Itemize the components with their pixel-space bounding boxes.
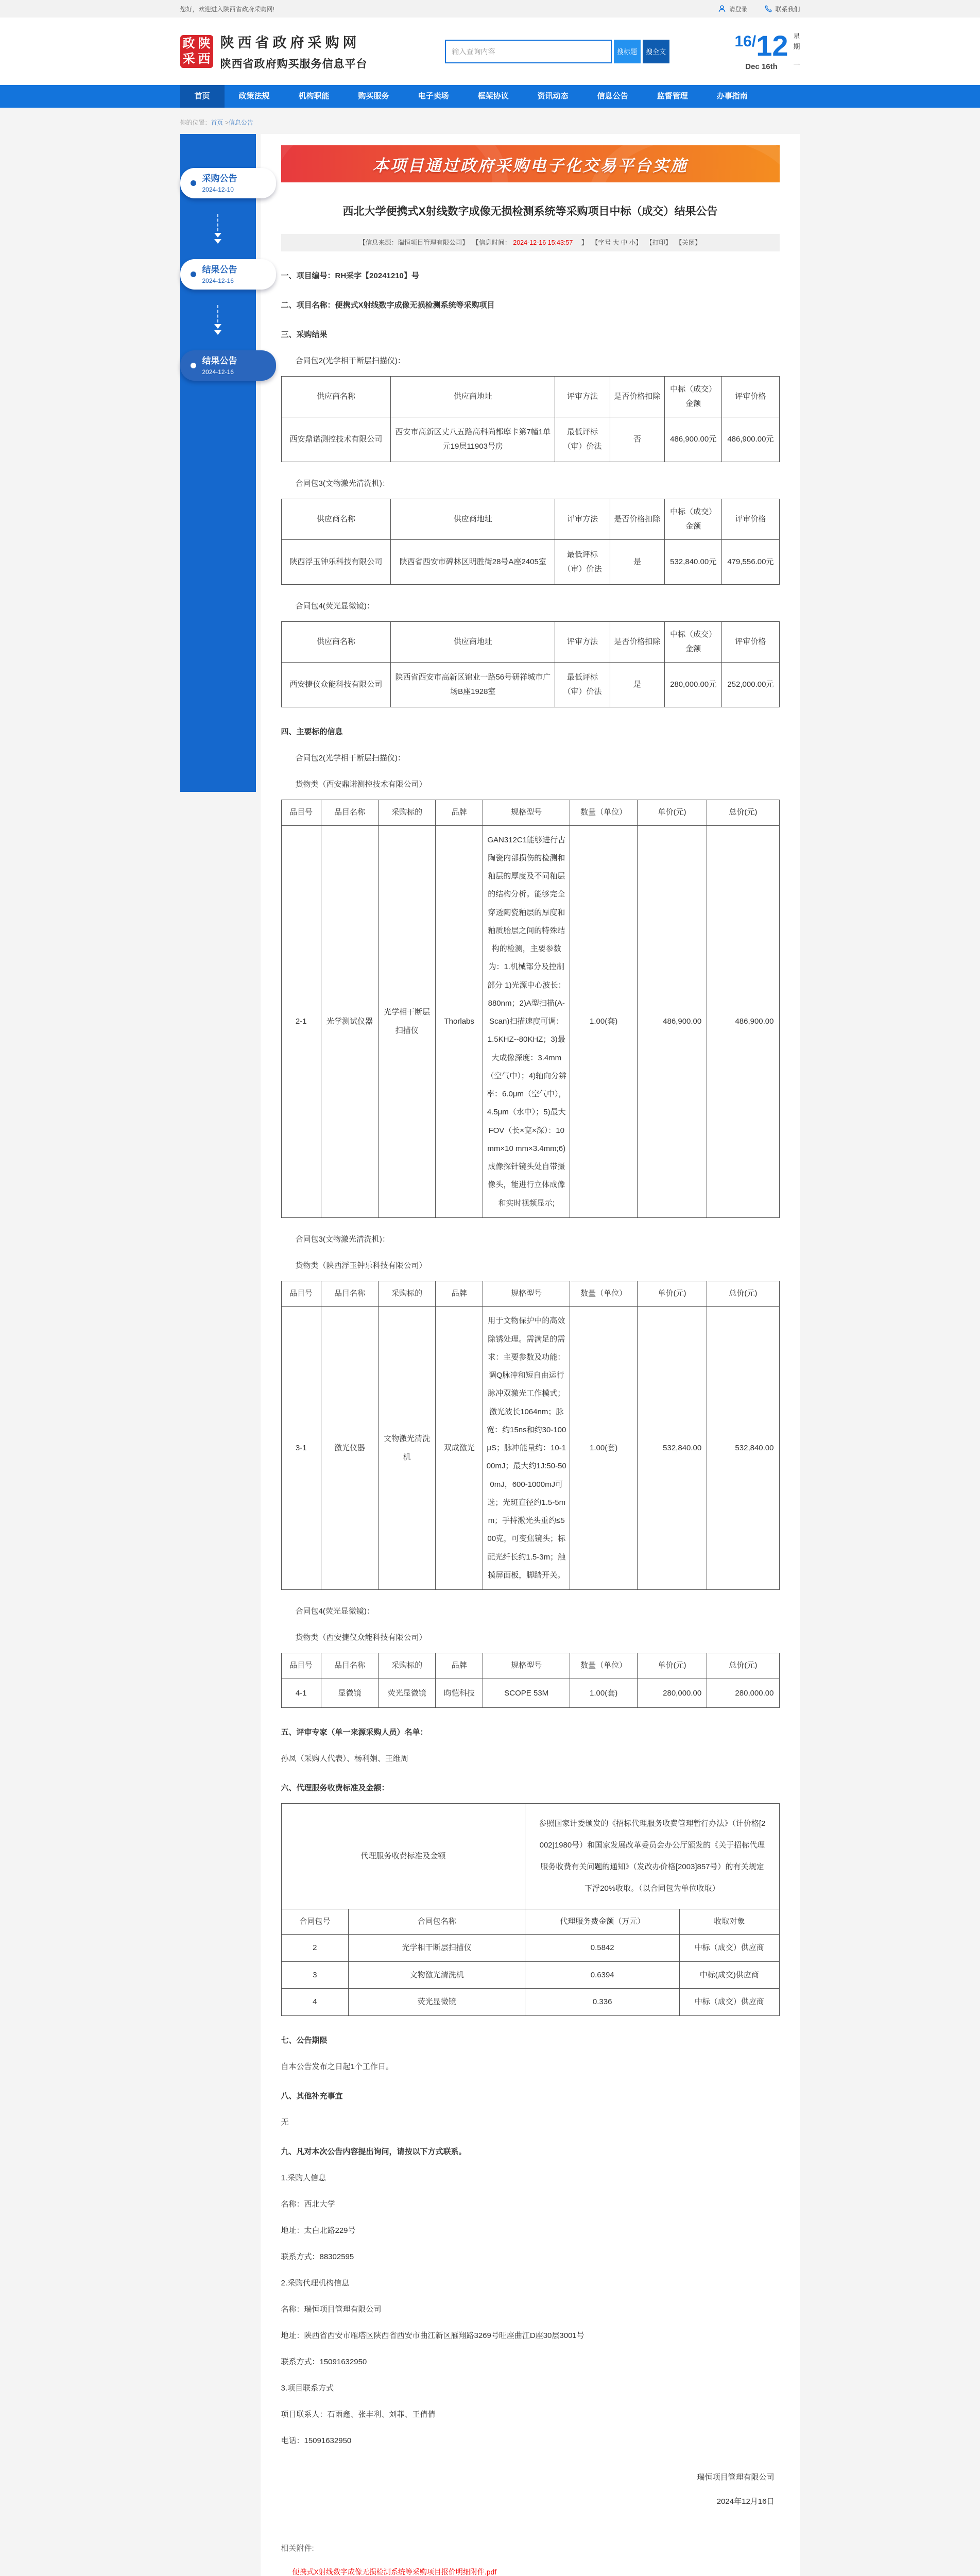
search-title-button[interactable]: 搜标题 <box>614 40 641 63</box>
search-input[interactable] <box>445 40 612 63</box>
font-size-control[interactable]: 【字号 大 中 小】 <box>591 239 642 246</box>
table-row <box>281 663 779 707</box>
unit-price: 532,840.00 <box>637 1307 707 1590</box>
supplier-name: 陕西浮玉钟乐科技有限公司 <box>281 540 391 585</box>
login-link[interactable] <box>718 5 747 13</box>
fee-amount: 0.6394 <box>525 1961 680 1989</box>
package-label: 合同包3(文物激光清洗机)： <box>295 1234 390 1244</box>
site-logo <box>180 35 213 68</box>
section-heading-3: 三、采购结果 <box>281 330 328 339</box>
meta-time-suffix: 】 <box>575 239 588 246</box>
procurement-target: 光学相干断层扫描仪 <box>379 825 436 1217</box>
logo-char: 政 <box>182 36 195 50</box>
package-category: 货物类（西安捷仪众能科技有限公司） <box>295 1633 427 1642</box>
spec-model: 用于文物保护中的高效除锈处理。需满足的需求：主要参数及功能：调Q脉冲和短自由运行脉冲双激光工作模式；激光波长1064nm；脉宽：约15ns和约30-100μS；脉冲能量约：10-100mJ；最大约1J:50-500mJ，600-1000mJ可选；光斑直径约1.5-5mm；手持激光头重约≤500克，可变焦镜头；标配光纤长约1.5-3m；触摸屏面板，脚踏开关。 <box>483 1307 570 1590</box>
fee-payer: 中标（成交）供应商 <box>680 1935 779 1962</box>
total-price: 486,900.00 <box>707 825 779 1217</box>
section-heading-5: 五、评审专家（单一来源采购人员）名单： <box>281 1727 428 1737</box>
search-box <box>445 40 669 63</box>
nav-item-emall[interactable]: 电子卖场 <box>418 92 449 100</box>
supplier-address: 西安市高新区丈八五路高科尚都摩卡第7幢1单元19层11903号房 <box>391 417 555 462</box>
review-method: 最低评标（审）价法 <box>555 540 610 585</box>
table-row <box>281 540 779 585</box>
site-subtitle: 陕西省政府购买服务信息平台 <box>220 58 368 70</box>
phone-icon <box>765 5 772 12</box>
review-method: 最低评标（审）价法 <box>555 663 610 707</box>
column-header: 评审方法 <box>555 622 610 663</box>
column-header: 评审价格 <box>722 622 779 663</box>
quantity: 1.00(套) <box>570 825 638 1217</box>
column-header: 品目号 <box>281 1281 321 1307</box>
breadcrumb <box>180 108 800 134</box>
spec-model: SCOPE 53M <box>483 1679 570 1707</box>
table-row <box>281 1679 779 1707</box>
article-meta-bar <box>281 234 780 251</box>
date-day-small: 16/ <box>734 33 757 50</box>
section-heading-6: 六、代理服务收费标准及金额： <box>281 1783 389 1792</box>
package-label: 合同包4(荧光显微镜)： <box>295 602 374 611</box>
top-bar <box>0 0 980 18</box>
banner-text: 本项目通过政府采购电子化交易平台实施 <box>372 156 688 175</box>
article-content <box>261 134 800 2576</box>
review-price: 479,556.00元 <box>722 540 779 585</box>
item-table-package4 <box>281 1653 780 1708</box>
supplier-address: 陕西省西安市碑林区明胜街28号A座2405室 <box>391 540 555 585</box>
package-no: 2 <box>281 1935 349 1962</box>
section-heading-7: 七、公告期限 <box>281 2036 328 2045</box>
table-row <box>281 825 779 1217</box>
column-header: 总价(元) <box>707 1653 779 1679</box>
sidebar-item-label: 结果公告 <box>202 265 237 275</box>
unit-price: 280,000.00 <box>637 1679 707 1707</box>
logo-char: 采 <box>182 52 195 66</box>
sidebar-item-date: 2024-12-16 <box>202 368 234 376</box>
table-row <box>281 417 779 462</box>
column-header: 总价(元) <box>707 800 779 826</box>
meta-time-prefix: 【信息时间： <box>472 239 511 246</box>
sidebar-item-date: 2024-12-10 <box>202 186 234 194</box>
sidebar-item-purchase-notice[interactable] <box>180 168 276 198</box>
fee-standard-description: 参照国家计委颁发的《招标代理服务收费管理暂行办法》（计价格[2002]1980号）和国家发展改革委员会办公厅颁发的《关于招标代理服务收费有关问题的通知》（发改办价格[2003]857号）的有关规定下浮20%收取。（以合同包为单位收取） <box>525 1803 779 1909</box>
date-english: Dec 16th <box>745 62 778 71</box>
column-header: 中标（成交）金额 <box>665 499 722 540</box>
breadcrumb-home-link[interactable]: 首页 <box>211 119 223 126</box>
week-char: 期 <box>793 42 800 50</box>
section-heading-2: 二、项目名称：便携式X射线数字成像无损检测系统等采购项目 <box>281 301 495 310</box>
sidebar-item-date: 2024-12-16 <box>202 277 234 285</box>
logo-char: 西 <box>198 52 211 66</box>
sidebar-item-label: 结果公告 <box>202 356 237 366</box>
package-category: 货物类（陕西浮玉钟乐科技有限公司） <box>295 1261 427 1270</box>
column-header: 采购标的 <box>379 1653 436 1679</box>
timeline-dot-icon <box>191 180 196 186</box>
award-amount: 486,900.00元 <box>665 417 722 462</box>
package-label: 合同包3(文物激光清洗机)： <box>295 479 390 488</box>
nav-item-announcements[interactable]: 信息公告 <box>597 92 628 100</box>
expert-list: 孙凤（采购人代表）、杨利娟、王维周 <box>281 1754 409 1763</box>
print-button[interactable]: 【打印】 <box>646 239 672 246</box>
brand: 双成激光 <box>436 1307 483 1590</box>
column-header: 评审方法 <box>555 499 610 540</box>
weekday-column <box>793 31 800 70</box>
timeline-sidebar <box>180 134 256 792</box>
result-table-package3 <box>281 499 780 585</box>
procurement-target: 荧光显微镜 <box>379 1679 436 1707</box>
contact-line: 电话：15091632950 <box>281 2436 352 2445</box>
quantity: 1.00(套) <box>570 1307 638 1590</box>
contact-line: 地址：陕西省西安市雁塔区陕西省西安市曲江新区雁翔路3269号旺座曲江D座30层3001号 <box>281 2331 584 2340</box>
column-header: 规格型号 <box>483 1281 570 1307</box>
nav-item-framework[interactable]: 框架协议 <box>477 92 509 100</box>
welcome-text: 您好，欢迎进入陕西省政府采购网! <box>180 5 274 13</box>
contact-link[interactable] <box>765 5 800 13</box>
user-icon <box>718 5 726 12</box>
column-header: 供应商地址 <box>391 377 555 417</box>
nav-item-guide[interactable]: 办事指南 <box>716 92 748 100</box>
section-heading-1: 一、项目编号：RH采字【20241210】号 <box>281 272 419 280</box>
column-header: 中标（成交）金额 <box>665 622 722 663</box>
column-header: 数量（单位） <box>570 1653 638 1679</box>
contact-group-title: 2.采购代理机构信息 <box>281 2278 350 2287</box>
main-area <box>180 134 800 2576</box>
nav-item-policy[interactable]: 政策法规 <box>238 92 270 100</box>
item-no: 2-1 <box>281 825 321 1217</box>
sidebar-item-result-notice-1[interactable] <box>180 259 276 290</box>
column-header: 品牌 <box>436 1653 483 1679</box>
review-method: 最低评标（审）价法 <box>555 417 610 462</box>
spec-model: GAN312C1能够进行古陶瓷内部损伤的检测和釉层的厚度及不同釉层的结构分析。能够完全穿透陶瓷釉层的厚度和釉质胎层之间的特殊结构的检测，主要参数为：1.机械部分及控制部分 1)光源中心波长：880nm；2)A型扫描(A-Scan)扫描速度可调：1.5KHZ--80KHZ；3)最大成像深度：3.4mm（空气中）；4)轴向分辨率：6.0μm（空气中），4.5μm（水中）；5)最大FOV（长×宽×深）：10 mm×10 mm×3.4mm;6)成像探针镜头处自带摄像头，能进行立体成像和实时视频显示; <box>483 825 570 1217</box>
breadcrumb-current-link[interactable]: 信息公告 <box>228 119 253 126</box>
supplier-address: 陕西省西安市高新区锦业一路56号研祥城市广场B座1928室 <box>391 663 555 707</box>
login-label: 请登录 <box>729 5 748 13</box>
signature-company: 瑞恒项目管理有限公司 <box>697 2472 775 2482</box>
column-header: 品目名称 <box>321 1653 378 1679</box>
logo-char: 陕 <box>198 36 211 50</box>
column-header: 总价(元) <box>707 1281 779 1307</box>
item-table-package2 <box>281 800 780 1218</box>
package-category: 货物类（西安鼎诺测控技术有限公司） <box>295 780 427 789</box>
page-title: 西北大学便携式X射线数字成像无损检测系统等采购项目中标（成交）结果公告 <box>342 206 718 217</box>
contact-line: 联系方式：15091632950 <box>281 2357 367 2366</box>
result-table-package2 <box>281 376 780 462</box>
package-label: 合同包4(荧光显微镜)： <box>295 1607 374 1616</box>
date-widget <box>734 31 800 71</box>
item-table-package3 <box>281 1281 780 1590</box>
column-header: 品牌 <box>436 1281 483 1307</box>
column-header: 单价(元) <box>637 800 707 826</box>
table-row <box>281 1935 779 1962</box>
package-no: 4 <box>281 1989 349 2016</box>
date-day-big: 12 <box>756 29 788 62</box>
signature-block <box>281 2471 780 2506</box>
award-amount: 532,840.00元 <box>665 540 722 585</box>
column-header: 是否价格扣除 <box>610 622 664 663</box>
column-header: 代理服务费金额（万元） <box>525 1909 680 1935</box>
item-no: 4-1 <box>281 1679 321 1707</box>
nav-item-purchase-service[interactable]: 购买服务 <box>358 92 389 100</box>
total-price: 280,000.00 <box>707 1679 779 1707</box>
column-header: 合同包号 <box>281 1909 349 1935</box>
column-header: 供应商名称 <box>281 377 391 417</box>
section-heading-8: 八、其他补充事宜 <box>281 2091 343 2100</box>
contact-line: 项目联系人：石雨鑫、张丰利、刘菲、王倩倩 <box>281 2410 436 2419</box>
result-table-package4 <box>281 621 780 707</box>
column-header: 供应商名称 <box>281 622 391 663</box>
sidebar-item-label: 采购公告 <box>202 174 237 183</box>
meta-source: 【信息来源：瑞恒项目管理有限公司】 <box>359 239 469 246</box>
nav-item-functions[interactable]: 机构职能 <box>298 92 330 100</box>
site-title: 陕西省政府采购网 <box>220 35 360 50</box>
review-price: 486,900.00元 <box>722 417 779 462</box>
column-header: 数量（单位） <box>570 1281 638 1307</box>
column-header: 品目名称 <box>321 800 378 826</box>
column-header: 评审价格 <box>722 377 779 417</box>
main-nav <box>0 85 980 108</box>
agency-fee-table <box>281 1803 780 2016</box>
contact-line: 名称：瑞恒项目管理有限公司 <box>281 2304 382 2314</box>
breadcrumb-prefix: 你的位置： <box>180 119 211 126</box>
attachment-link[interactable]: 便携式X射线数字成像无损检测系统等采购项目报价明细附件.pdf <box>292 2567 497 2576</box>
week-char: 星 <box>793 32 800 40</box>
dashed-arrow-icon <box>180 198 256 259</box>
column-header: 中标（成交）金额 <box>665 377 722 417</box>
brand: 昀恺科技 <box>436 1679 483 1707</box>
column-header: 合同包名称 <box>349 1909 525 1935</box>
contact-line: 联系方式：88302595 <box>281 2252 354 2261</box>
supplier-name: 西安捷仪众能科技有限公司 <box>281 663 391 707</box>
column-header: 是否价格扣除 <box>610 377 664 417</box>
package-name: 荧光显微镜 <box>349 1989 525 2016</box>
section-heading-9: 九、凡对本次公告内容提出询问，请按以下方式联系。 <box>281 2147 467 2156</box>
table-row <box>281 1307 779 1590</box>
week-day: 一 <box>793 61 800 69</box>
nav-item-supervision[interactable]: 监督管理 <box>657 92 688 100</box>
table-row <box>281 1961 779 1989</box>
search-fulltext-button[interactable]: 搜全文 <box>643 40 669 63</box>
package-name: 光学相干断层扫描仪 <box>349 1935 525 1962</box>
timeline-dot-icon <box>191 363 196 368</box>
item-name: 激光仪器 <box>321 1307 378 1590</box>
nav-item-home[interactable]: 首页 <box>180 85 225 108</box>
table-row <box>281 1989 779 2016</box>
timeline-dot-icon <box>191 272 196 277</box>
package-label: 合同包2(光学相干断层扫描仪)： <box>295 357 405 365</box>
dashed-arrow-icon <box>180 290 256 350</box>
column-header: 是否价格扣除 <box>610 499 664 540</box>
price-deduction: 是 <box>610 663 664 707</box>
notice-period: 自本公告发布之日起1个工作日。 <box>281 2062 393 2071</box>
meta-time-value: 2024-12-16 15:43:57 <box>513 239 573 246</box>
quantity: 1.00(套) <box>570 1679 638 1707</box>
brand: Thorlabs <box>436 825 483 1217</box>
package-name: 文物激光清洗机 <box>349 1961 525 1989</box>
fee-payer: 中标(成交)供应商 <box>680 1961 779 1989</box>
fee-amount: 0.5842 <box>525 1935 680 1962</box>
supplier-name: 西安鼎诺测控技术有限公司 <box>281 417 391 462</box>
item-name: 显微镜 <box>321 1679 378 1707</box>
column-header: 规格型号 <box>483 800 570 826</box>
column-header: 收取对象 <box>680 1909 779 1935</box>
contact-group-title: 1.采购人信息 <box>281 2173 326 2182</box>
price-deduction: 是 <box>610 540 664 585</box>
contact-label: 联系我们 <box>775 5 800 13</box>
column-header: 供应商地址 <box>391 499 555 540</box>
site-header <box>0 18 980 85</box>
fee-amount: 0.336 <box>525 1989 680 2016</box>
total-price: 532,840.00 <box>707 1307 779 1590</box>
column-header: 评审价格 <box>722 499 779 540</box>
column-header: 规格型号 <box>483 1653 570 1679</box>
package-no: 3 <box>281 1961 349 1989</box>
column-header: 品目号 <box>281 1653 321 1679</box>
column-header: 品牌 <box>436 800 483 826</box>
column-header: 采购标的 <box>379 1281 436 1307</box>
item-name: 光学测试仪器 <box>321 825 378 1217</box>
column-header: 评审方法 <box>555 377 610 417</box>
contact-line: 名称：西北大学 <box>281 2199 335 2209</box>
attachments-label: 相关附件: <box>281 2544 314 2553</box>
item-no: 3-1 <box>281 1307 321 1590</box>
fee-payer: 中标（成交）供应商 <box>680 1989 779 2016</box>
section-heading-4: 四、主要标的信息 <box>281 727 343 736</box>
fee-standard-label: 代理服务收费标准及金额 <box>281 1803 525 1909</box>
breadcrumb-separator: > <box>225 119 229 126</box>
column-header: 品目号 <box>281 800 321 826</box>
package-label: 合同包2(光学相干断层扫描仪)： <box>295 754 405 762</box>
column-header: 供应商名称 <box>281 499 391 540</box>
price-deduction: 否 <box>610 417 664 462</box>
procurement-target: 文物激光清洗机 <box>379 1307 436 1590</box>
column-header: 数量（单位） <box>570 800 638 826</box>
platform-banner <box>281 145 780 182</box>
award-amount: 280,000.00元 <box>665 663 722 707</box>
column-header: 品目名称 <box>321 1281 378 1307</box>
nav-item-news[interactable]: 资讯动态 <box>537 92 569 100</box>
column-header: 单价(元) <box>637 1653 707 1679</box>
column-header: 采购标的 <box>379 800 436 826</box>
supplement-note: 无 <box>281 2117 289 2127</box>
column-header: 单价(元) <box>637 1281 707 1307</box>
close-button[interactable]: 【关闭】 <box>675 239 701 246</box>
unit-price: 486,900.00 <box>637 825 707 1217</box>
column-header: 供应商地址 <box>391 622 555 663</box>
sidebar-item-result-notice-2[interactable] <box>180 350 276 381</box>
contact-line: 地址：太白北路229号 <box>281 2226 356 2235</box>
review-price: 252,000.00元 <box>722 663 779 707</box>
signature-date: 2024年12月16日 <box>716 2497 775 2506</box>
contact-group-title: 3.项目联系方式 <box>281 2383 334 2393</box>
